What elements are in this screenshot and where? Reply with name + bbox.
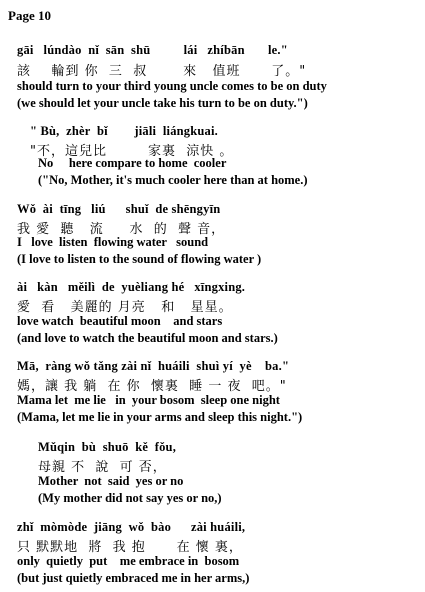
translation-line: (we should let your uncle take his turn to be on duty."): [17, 96, 308, 110]
translation-line: (My mother did not say yes or no,): [38, 491, 222, 505]
translation-line: (and love to watch the beautiful moon and stars.): [17, 331, 278, 345]
pinyin-line: gāi lúndào nǐ sān shū lái zhíbān le.": [17, 43, 288, 57]
chinese-line: 愛 看 美麗的 月亮 和 星星。: [17, 300, 233, 315]
chinese-line: 我 愛 聽 流 水 的 聲 音，: [17, 222, 226, 237]
chinese-line: "不，這兒比 家裏 涼快 。: [30, 144, 234, 159]
gloss-line: Mama let me lie in your bosom sleep one night: [17, 393, 280, 407]
pinyin-line: ài kàn měilì de yuèliang hé xīngxing.: [17, 280, 246, 294]
translation-line: ("No, Mother, it's much cooler here than at home.): [38, 173, 308, 187]
gloss-line: No here compare to home cooler: [38, 156, 227, 170]
page-number: Page 10: [8, 8, 51, 23]
chinese-line: 母親 不 說 可 否，: [38, 460, 167, 475]
translation-line: (Mama, let me lie in your arms and sleep this night."): [17, 410, 303, 424]
gloss-line: love watch beautiful moon and stars: [17, 314, 223, 328]
translation-line: (I love to listen to the sound of flowing water ): [17, 252, 262, 266]
gloss-line: Mother not said yes or no: [38, 474, 184, 488]
pinyin-line: Mā, ràng wǒ tǎng zài nǐ huáili shuì yí yè ba.": [17, 359, 290, 373]
translation-line: (but just quietly embraced me in her arms,): [17, 571, 250, 585]
chinese-line: 媽，讓 我 躺 在 你 懷裏 睡 一 夜 吧。": [17, 379, 287, 394]
chinese-line: 該 輪到 你 三 叔 來 值班 了。": [17, 64, 307, 79]
gloss-line: I love listen flowing water sound: [17, 235, 209, 249]
pinyin-line: zhǐ mòmòde jiāng wǒ bào zài huáili,: [17, 520, 246, 534]
pinyin-line: Wǒ ài tīng liú shuǐ de shēngyīn: [17, 202, 221, 216]
gloss-line: should turn to your third young uncle comes to be on duty: [17, 79, 327, 93]
gloss-line: only quietly put me embrace in bosom: [17, 554, 240, 568]
pinyin-line: " Bù, zhèr bǐ jiāli liángkuai.: [30, 124, 219, 138]
pinyin-line: Mǔqin bù shuō kě fǒu,: [38, 440, 177, 454]
chinese-line: 只 默默地 將 我 抱 在 懷 裏，: [17, 540, 243, 555]
